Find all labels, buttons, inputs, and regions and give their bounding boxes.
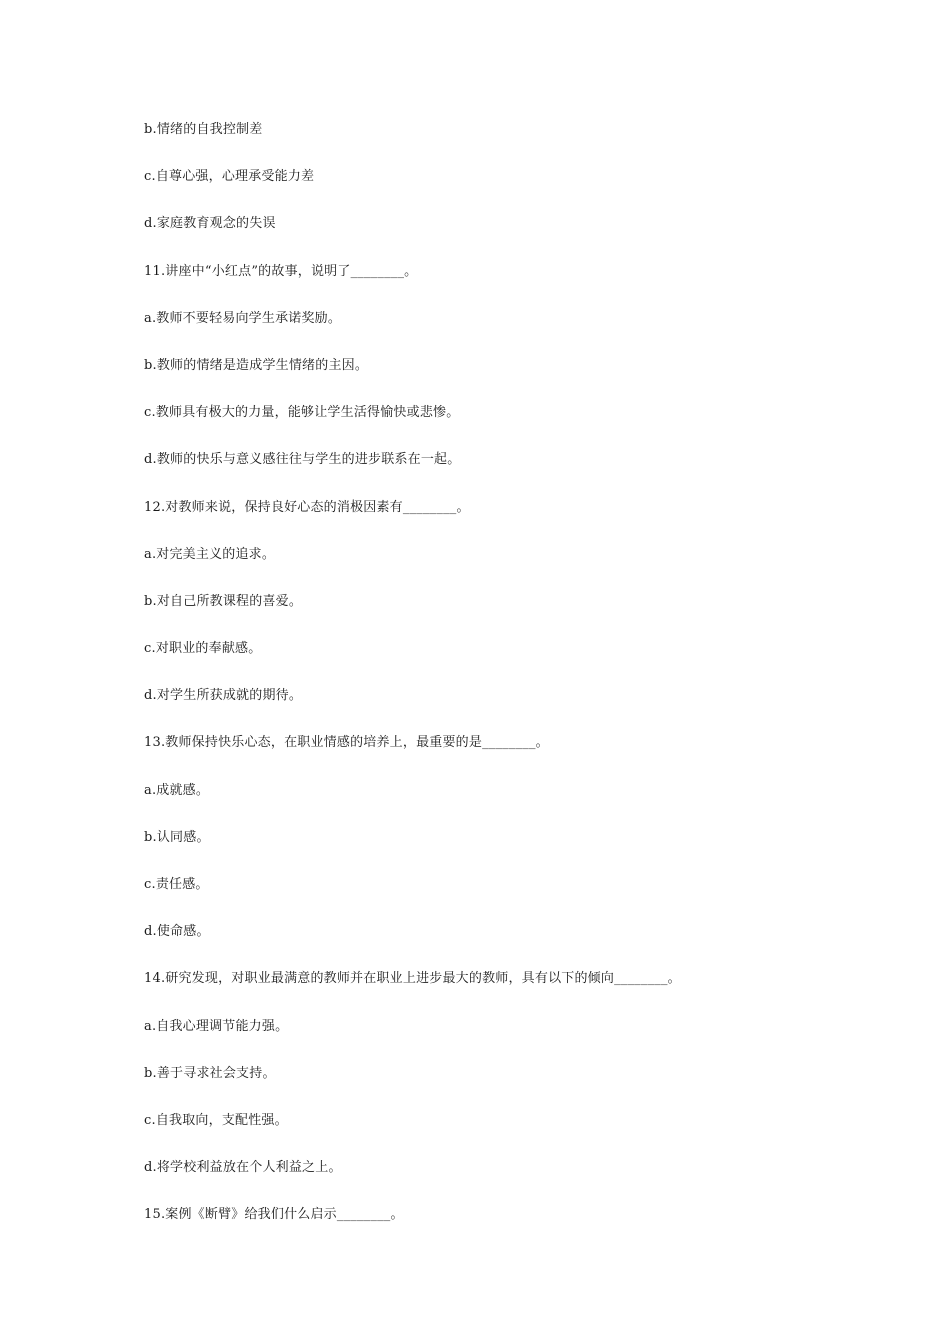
option-line: a.对完美主义的追求。 <box>144 546 276 562</box>
option-line: d.对学生所获成就的期待。 <box>144 688 303 704</box>
question-line: 12.对教师来说，保持良好心态的消极因素有________。 <box>144 499 470 515</box>
question-line: 13.教师保持快乐心态，在职业情感的培养上，最重要的是________。 <box>144 735 549 751</box>
option-line: d.将学校利益放在个人利益之上。 <box>144 1160 342 1176</box>
option-line: b.对自己所教课程的喜爱。 <box>144 593 303 609</box>
option-line: a.教师不要轻易向学生承诺奖励。 <box>144 310 342 326</box>
question-line: 11.讲座中“小红点”的故事，说明了________。 <box>144 263 418 279</box>
option-line: b.善于寻求社会支持。 <box>144 1065 276 1081</box>
option-line: d.使命感。 <box>144 924 210 940</box>
option-line: b.教师的情绪是造成学生情绪的主因。 <box>144 357 369 373</box>
option-line: a.自我心理调节能力强。 <box>144 1018 289 1034</box>
option-line: d.家庭教育观念的失误 <box>144 216 276 232</box>
option-line: a.成就感。 <box>144 782 210 798</box>
question-line: 15.案例《断臂》给我们什么启示________。 <box>144 1207 404 1223</box>
option-line: b.认同感。 <box>144 829 210 845</box>
option-line: c.教师具有极大的力量，能够让学生活得愉快或悲惨。 <box>144 405 460 421</box>
option-line: c.自尊心强，心理承受能力差 <box>144 169 315 185</box>
option-line: c.对职业的奉献感。 <box>144 641 262 657</box>
option-line: c.自我取向，支配性强。 <box>144 1112 288 1128</box>
question-line: 14.研究发现，对职业最满意的教师并在职业上进步最大的教师，具有以下的倾向________。 <box>144 971 681 987</box>
question-list <box>144 118 904 1251</box>
option-line: c.责任感。 <box>144 877 209 892</box>
option-line: d.教师的快乐与意义感往往与学生的进步联系在一起。 <box>144 452 461 468</box>
option-line: b.情绪的自我控制差 <box>144 122 263 137</box>
